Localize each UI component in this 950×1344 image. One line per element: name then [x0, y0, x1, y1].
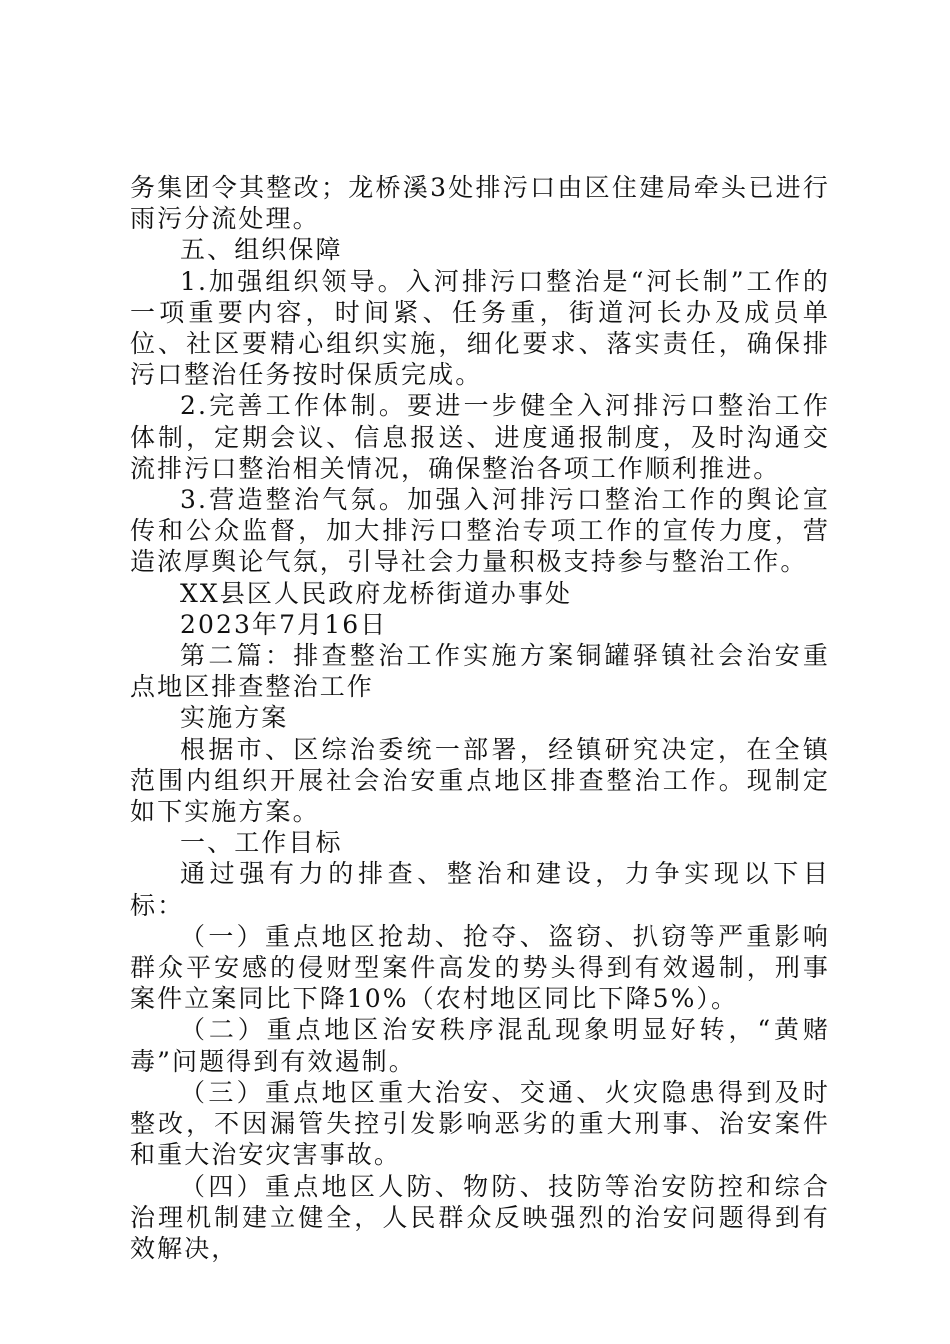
paragraph-item-3: 3.营造整治气氛。加强入河排污口整治工作的舆论宣传和公众监督，加大排污口整治专项工作的宣传力度，营造浓厚舆论气氛，引导社会力量积极支持参与整治工作。 — [130, 485, 830, 577]
paragraph-goals-lead: 通过强有力的排查、整治和建设，力争实现以下目标： — [130, 859, 830, 920]
goal-item-4: （四）重点地区人防、物防、技防等治安防控和综合治理机制建立健全，人民群众反映强烈的治安问题得到有效解决， — [130, 1171, 830, 1263]
goal-item-3: （三）重点地区重大治安、交通、火灾隐患得到及时整改，不因漏管失控引发影响恶劣的重大刑事、治安案件和重大治安灾害事故。 — [130, 1077, 830, 1170]
goal-item-2: （二）重点地区治安秩序混乱现象明显好转，“黄赌毒”问题得到有效遏制。 — [130, 1015, 830, 1076]
section-heading-goals: 一、工作目标 — [180, 828, 343, 858]
document-body — [130, 172, 830, 1264]
paragraph-continuation: 务集团令其整改；龙桥溪3处排污口由区住建局牵头已进行雨污分流处理。 — [130, 173, 830, 234]
chapter-subtitle: 实施方案 — [180, 703, 289, 733]
signature-organization: XX县区人民政府龙桥街道办事处 — [180, 578, 573, 608]
paragraph-item-2: 2.完善工作体制。要进一步健全入河排污口整治工作体制，定期会议、信息报送、进度通报制度，及时沟通交流排污口整治相关情况，确保整治各项工作顺利推进。 — [130, 391, 830, 483]
signature-date: 2023年7月16日 — [180, 609, 388, 639]
section-heading-organization: 五、组织保障 — [180, 235, 343, 265]
paragraph-item-1: 1.加强组织领导。入河排污口整治是“河长制”工作的一项重要内容，时间紧、任务重，街道河长办及成员单位、社区要精心组织实施，细化要求、落实责任，确保排污口整治任务按时保质完成。 — [130, 266, 830, 390]
goal-item-1: （一）重点地区抢劫、抢夺、盗窃、扒窃等严重影响群众平安感的侵财型案件高发的势头得到有效遏制，刑事案件立案同比下降10%（农村地区同比下降5%）。 — [130, 921, 830, 1014]
paragraph-intro: 根据市、区综治委统一部署，经镇研究决定，在全镇范围内组织开展社会治安重点地区排查整治工作。现制定如下实施方案。 — [130, 734, 830, 827]
chapter-title: 第二篇：排查整治工作实施方案铜罐驿镇社会治安重点地区排查整治工作 — [130, 641, 830, 702]
